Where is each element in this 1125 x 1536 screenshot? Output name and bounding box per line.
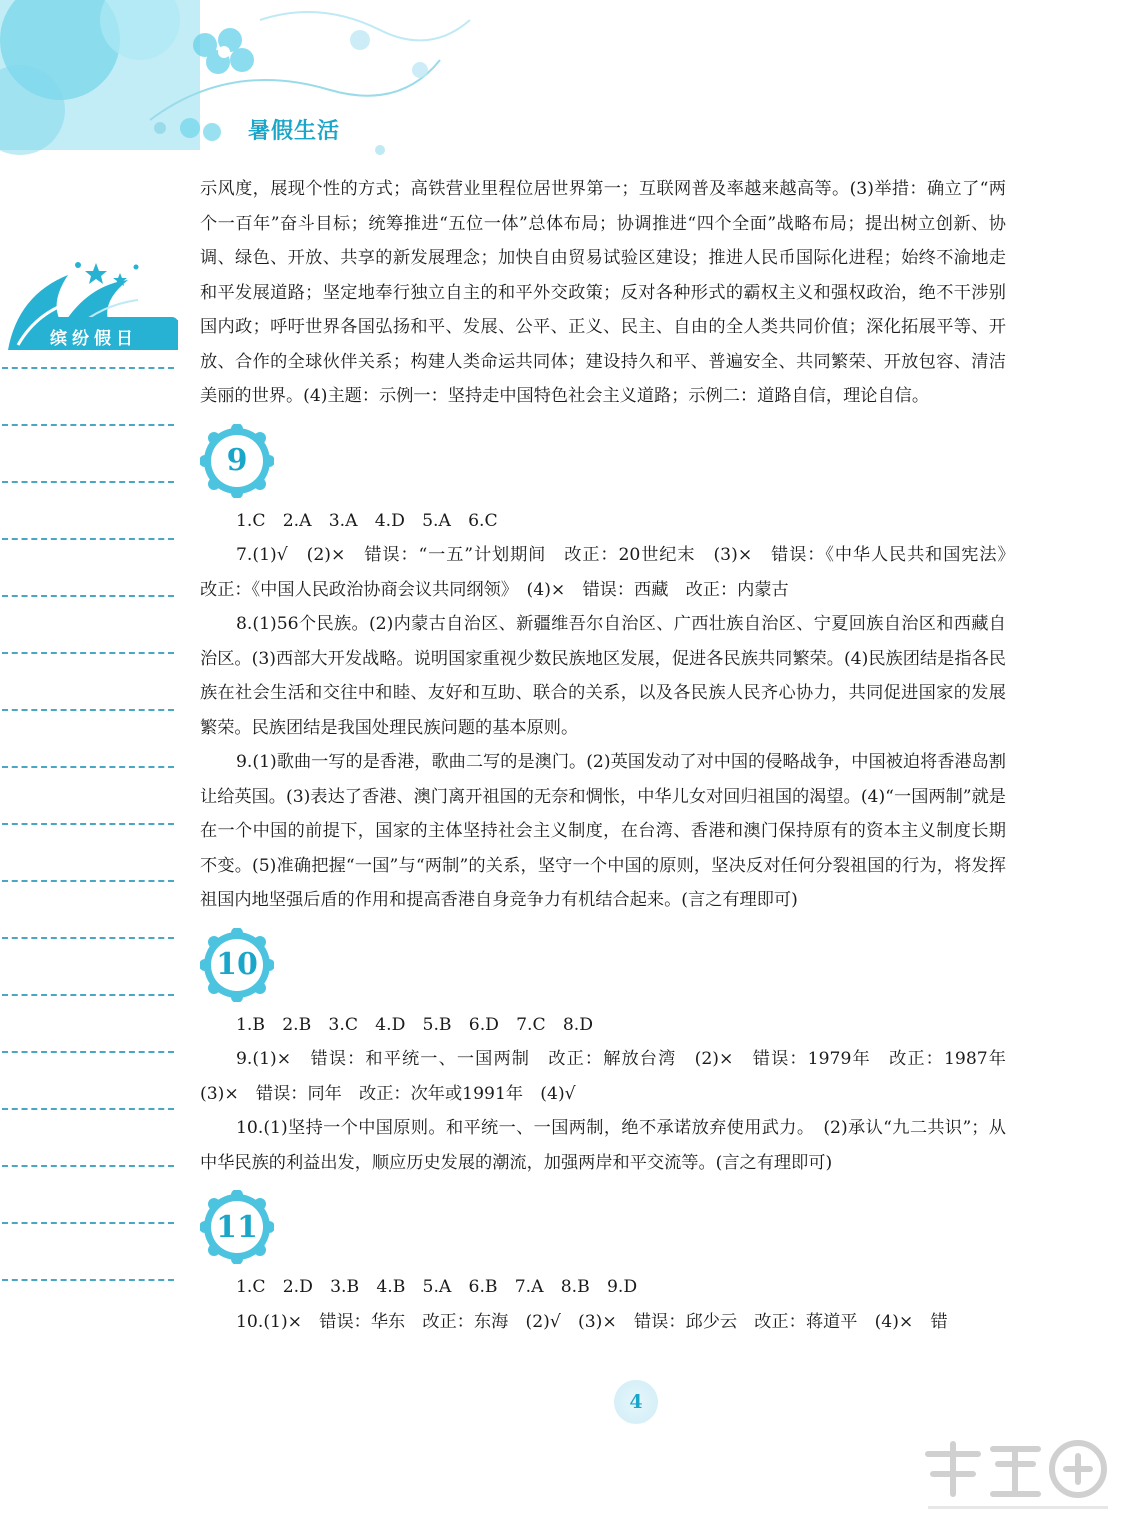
ruled-line [2, 709, 174, 711]
ruled-line [2, 1279, 174, 1281]
section-badge-9 [200, 424, 1006, 500]
answer-line: 9.(1)× 错误：和平统一、一国两制 改正：解放台湾 (2)× 错误：1979年 改正：1987年 (3)× 错误：同年 改正：次年或1991年 (4)√ [200, 1049, 1024, 1104]
ruled-line [2, 823, 174, 825]
header-title: 暑假生活 [248, 119, 341, 144]
intro-paragraph: 示风度，展现个性的方式；高铁营业里程位居世界第一；互联网普及率越来越高等。(3)举措：确立了“两个一百年”奋斗目标；统筹推进“五位一体”总体布局；协调推进“四个全面”战略布局；提出树立创新、协调、绿色、开放、共享的新发展理念；加快自由贸易试验区建设；推进人民币国际化进程；始终不渝地走和平发展道路；坚定地奉行独立自主的和平外交政策；反对各种形式的霸权主义和强权政治，绝不干涉别国内政；呼吁世界各国弘扬和平、发展、公平、正义、民主、自由的全人类共同价值；深化拓展平等、开放、合作的全球伙伴关系；构建人类命运共同体；建设持久和平、普遍安全、共同繁荣、开放包容、清洁美丽的世界。(4)主题：示例一：坚持走中国特色社会主义道路；示例二：道路自信，理论自信。 [200, 179, 1006, 406]
answer-line: 9.(1)歌曲一写的是香港，歌曲二写的是澳门。(2)英国发动了对中国的侵略战争，中国被迫将香港岛割让给英国。(3)表达了香港、澳门离开祖国的无奈和惆怅，中华儿女对回归祖国的渴望。(4)“一国两制”就是在一个中国的前提下，国家的主体坚持社会主义制度，在台湾、香港和澳门保持原有的资本主义制度长期不变。(5)准确把握“一国”与“两制”的关系，坚守一个中国的原则，坚决反对任何分裂祖国的行为，将发挥祖国内地坚强后盾的作用和提高香港自身竞争力有机结合起来。(言之有理即可) [200, 752, 1006, 910]
section-number: 11 [216, 1209, 258, 1245]
answer-line: 10.(1)× 错误：华东 改正：东海 (2)√ (3)× 错误：邱少云 改正：蒋道平 (4)× 错 [236, 1311, 948, 1332]
section-badge-10 [200, 928, 1006, 1004]
ruled-line [2, 538, 174, 540]
ruled-line [2, 1165, 174, 1167]
section-number: 10 [216, 947, 258, 982]
ruled-line [2, 1222, 174, 1224]
ruled-line [2, 1051, 174, 1053]
section-badge-11 [200, 1190, 1006, 1266]
ruled-line [2, 880, 174, 882]
answer-line: 7.(1)√ (2)× 错误：“一五”计划期间 改正：20世纪末 (3)× 错误：《中华人民共和国宪法》 改正：《中国人民政治协商会议共同纲领》 (4)× 错误：西藏 改正：内蒙古 [200, 545, 1024, 600]
answer-line: 1.C 2.A 3.A 4.D 5.A 6.C [236, 510, 498, 531]
ruled-line [2, 424, 174, 426]
ruled-line [2, 481, 174, 483]
sidebar-label: 缤纷假日 [50, 329, 138, 349]
ruled-line [2, 595, 174, 597]
answer-line: 8.(1)56个民族。(2)内蒙古自治区、新疆维吾尔自治区、广西壮族自治区、宁夏回族自治区和西藏自治区。(3)西部大开发战略。说明国家重视少数民族地区发展，促进各民族共同繁荣。(4)民族团结是指各民族在社会生活和交往中和睦、友好和互助、联合的关系，以及各民族人民齐心协力，共同促进国家的发展繁荣。民族团结是我国处理民族问题的基本原则。 [200, 614, 1006, 738]
page-number: 4 [614, 1380, 658, 1424]
ruled-line [2, 766, 174, 768]
answer-content [200, 172, 1024, 1339]
answer-line: 1.B 2.B 3.C 4.D 5.B 6.D 7.C 8.D [236, 1014, 594, 1035]
section-number: 9 [226, 443, 248, 478]
ruled-line [2, 652, 174, 654]
ruled-line [2, 1108, 174, 1110]
ruled-line [2, 937, 174, 939]
ruled-line [2, 994, 174, 996]
answer-line: 10.(1)坚持一个中国原则。和平统一、一国两制，绝不承诺放弃使用武力。 (2)承认“九二共识”；从中华民族的利益出发，顺应历史发展的潮流，加强两岸和平交流等。(言之有理即可) [200, 1118, 1006, 1173]
watermark-logo [918, 1434, 1118, 1532]
ruled-line [2, 367, 174, 369]
answer-line: 1.C 2.D 3.B 4.B 5.A 6.B 7.A 8.B 9.D [236, 1277, 638, 1297]
